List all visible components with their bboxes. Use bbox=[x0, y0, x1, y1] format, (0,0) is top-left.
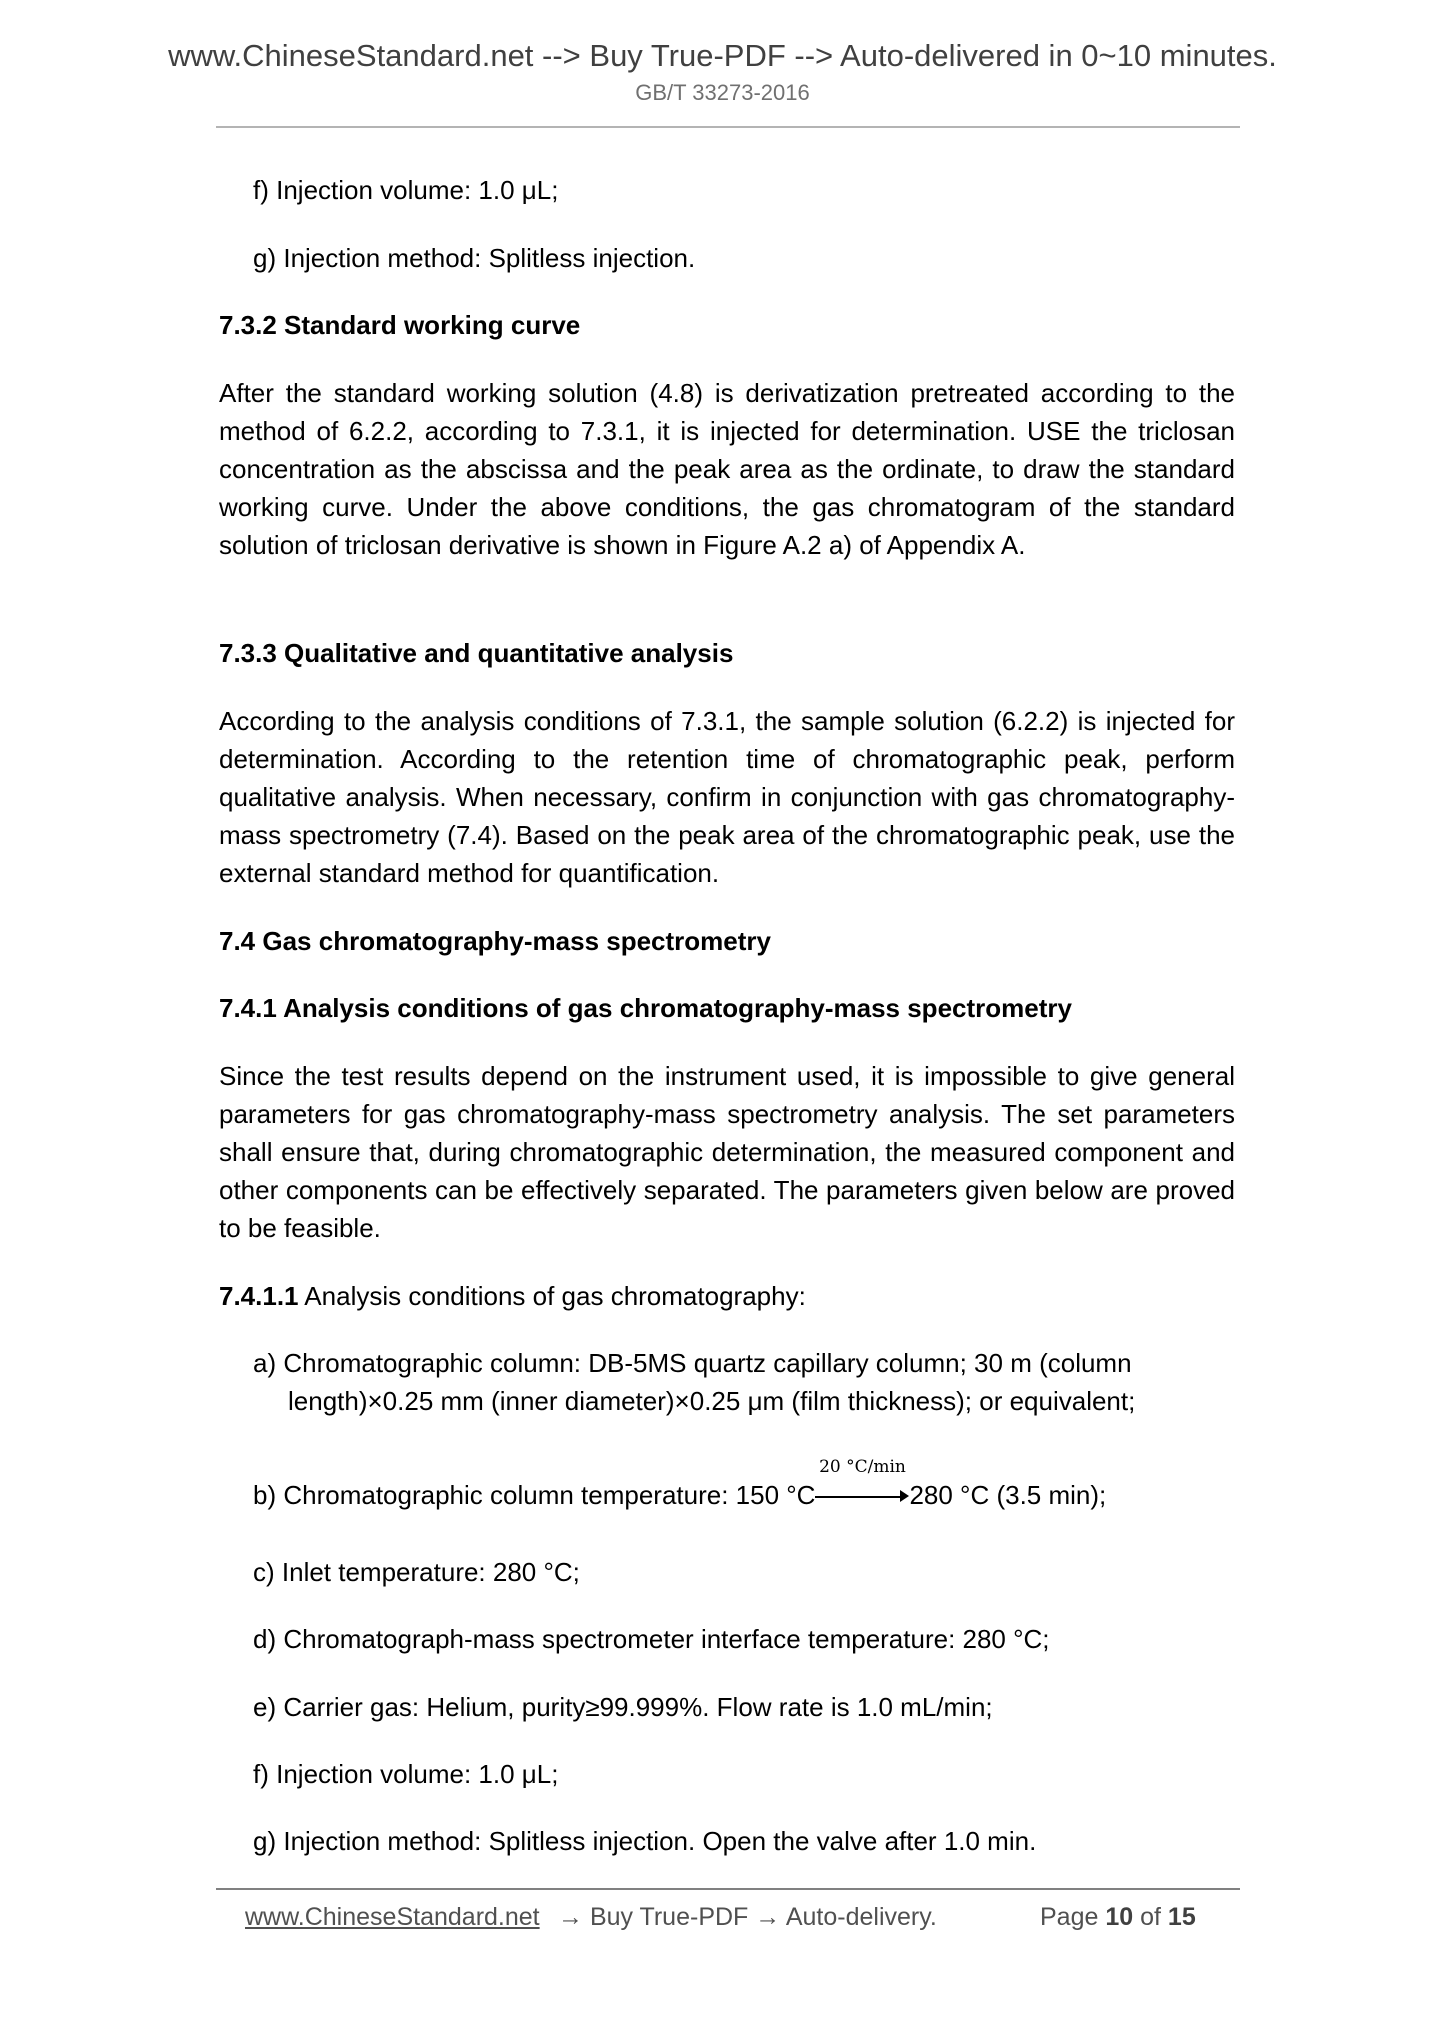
heading-7-4-1-1 bbox=[219, 1277, 1235, 1315]
list-item-injection-method-top: g) Injection method: Splitless injection. bbox=[253, 243, 696, 273]
footer-divider bbox=[216, 1888, 1240, 1890]
list-item-injection-volume-top: f) Injection volume: 1.0 μL; bbox=[253, 175, 559, 205]
heading-7-4-1-1-number: 7.4.1.1 bbox=[219, 1281, 299, 1311]
ramp-rate-label: 20 °C/min bbox=[819, 1457, 906, 1478]
page-label: Page bbox=[1040, 1903, 1099, 1931]
paragraph-7-3-3: According to the analysis conditions of 7.3.1, the sample solution (6.2.2) is injected for determination. According to the retention time of chromatographic peak, perform qualitative analysis. When necessary, confirm in conjunction with gas chromatography-mass spectrometry (7.4). Based on the peak area of the chromatographic peak, use the external standard method for quantification. bbox=[219, 706, 1235, 888]
heading-7-4-1-1-text: Analysis conditions of gas chromatography: bbox=[298, 1281, 806, 1311]
list-item-b-prefix: b) Chromatographic column temperature: 150 °C bbox=[253, 1480, 816, 1510]
heading-7-3-3: 7.3.3 Qualitative and quantitative analysis bbox=[219, 638, 734, 668]
heading-7-3-2: 7.3.2 Standard working curve bbox=[219, 310, 581, 340]
footer-tagline: → Buy True-PDF → Auto-delivery. bbox=[558, 1903, 937, 1931]
list-item-a-line2: length)×0.25 mm (inner diameter)×0.25 μm (film thickness); or equivalent; bbox=[288, 1386, 1136, 1416]
header-divider bbox=[216, 126, 1240, 128]
paragraph-7-4-1: Since the test results depend on the instrument used, it is impossible to give general parameters for gas chromatography-mass spectrometry analysis. The set parameters shall ensure that, during chromatographic determination, the measured component and other components can be effectively separated. The parameters given below are proved to be feasible. bbox=[219, 1061, 1235, 1243]
standard-number: GB/T 33273-2016 bbox=[635, 80, 810, 105]
page-current: 10 bbox=[1105, 1903, 1134, 1931]
list-item-column-temperature bbox=[253, 1457, 1107, 1514]
list-item-a-line1: a) Chromatographic column: DB-5MS quartz capillary column; 30 m (column bbox=[253, 1348, 1132, 1378]
footer-site-link[interactable]: www.ChineseStandard.net bbox=[245, 1903, 540, 1931]
ramp-arrow bbox=[815, 1457, 909, 1507]
list-item-b-suffix: 280 °C (3.5 min); bbox=[909, 1480, 1107, 1510]
list-item-chromatographic-column bbox=[253, 1344, 1235, 1420]
heading-7-4-1: 7.4.1 Analysis conditions of gas chromatography-mass spectrometry bbox=[219, 993, 1072, 1023]
page-of: of bbox=[1140, 1903, 1161, 1931]
arrow-head-icon bbox=[900, 1490, 909, 1502]
paragraph-7-3-2: After the standard working solution (4.8) is derivatization pretreated according to the method of 6.2.2, according to 7.3.1, it is injected for determination. USE the triclosan concentration as the abscissa and the peak area as the ordinate, to draw the standard working curve. Under the above conditions, the gas chromatogram of the standard solution of triclosan derivative is shown in Figure A.2 a) of Appendix A. bbox=[219, 378, 1235, 560]
list-item-inlet-temperature: c) Inlet temperature: 280 °C; bbox=[253, 1557, 580, 1587]
list-item-interface-temperature: d) Chromatograph-mass spectrometer interface temperature: 280 °C; bbox=[253, 1624, 1050, 1654]
page-number bbox=[1040, 1900, 1196, 1934]
list-item-carrier-gas: e) Carrier gas: Helium, purity≥99.999%. Flow rate is 1.0 mL/min; bbox=[253, 1692, 993, 1722]
arrow-line-icon bbox=[815, 1496, 903, 1498]
page-total: 15 bbox=[1167, 1903, 1196, 1931]
list-item-injection-method: g) Injection method: Splitless injection. Open the valve after 1.0 min. bbox=[253, 1826, 1037, 1856]
header-banner: www.ChineseStandard.net --> Buy True-PDF --> Auto-delivered in 0~10 minutes. bbox=[168, 38, 1277, 73]
heading-7-4: 7.4 Gas chromatography-mass spectrometry bbox=[219, 926, 771, 956]
list-item-injection-volume: f) Injection volume: 1.0 μL; bbox=[253, 1759, 559, 1789]
